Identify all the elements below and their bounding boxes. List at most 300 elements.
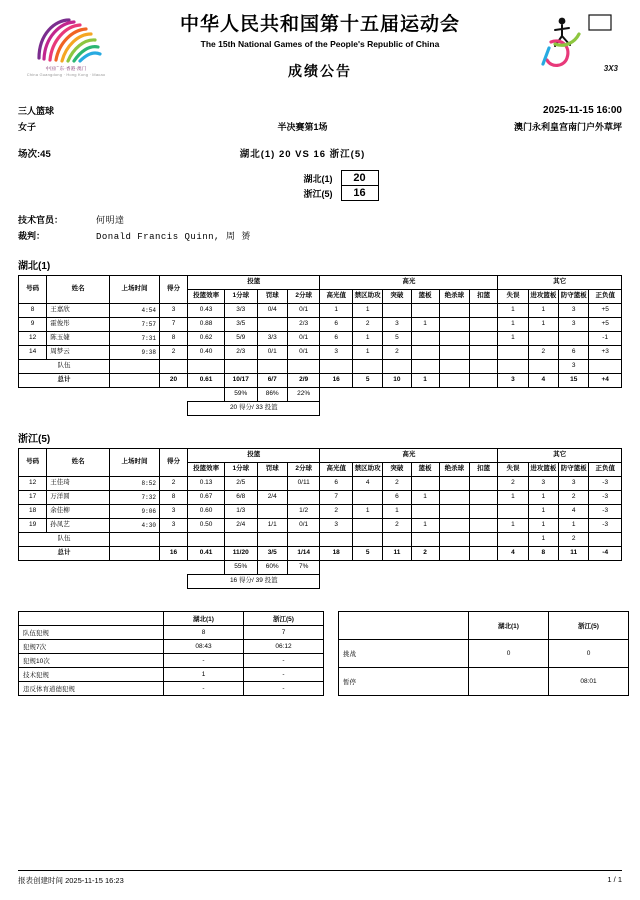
- cell-1pt: 3/3: [225, 304, 258, 318]
- created-timestamp: 报表创建时间 2025-11-15 16:23: [18, 876, 124, 885]
- cell-break: 2: [383, 346, 411, 360]
- cell-dreb: 4: [559, 505, 589, 519]
- th-name: 姓名: [47, 449, 110, 477]
- cell-oreb: 2: [528, 346, 558, 360]
- cell-dunk: [470, 346, 498, 360]
- total-paint-assist: 5: [352, 547, 382, 561]
- table-row: [339, 640, 629, 668]
- shooting-note-row: [19, 575, 622, 589]
- th-dunk: 扣篮: [470, 463, 498, 477]
- cell-break: 5: [383, 332, 411, 346]
- total-block-kill: [439, 374, 469, 388]
- cell-minutes: 4:30: [110, 519, 160, 533]
- team-1-boxscore: [18, 275, 622, 416]
- challenge-timeout-table: [338, 611, 629, 696]
- cell-oreb: [528, 332, 558, 346]
- th-2pt: 2分球: [287, 463, 320, 477]
- boxscore-group-header: [19, 276, 622, 290]
- logo-mark-icon: [29, 14, 103, 64]
- cell-dreb: 2: [559, 491, 589, 505]
- th-points: 得分: [159, 276, 187, 304]
- cell-rebound: [411, 477, 439, 491]
- cell-ft: 0/1: [257, 346, 287, 360]
- games-logo: [18, 10, 114, 77]
- cell-points: 8: [159, 491, 187, 505]
- th-number: 号码: [19, 276, 47, 304]
- cell-paint-assist: 2: [352, 318, 382, 332]
- meta-row-discipline: [18, 102, 622, 118]
- cell-name: 孙凤艺: [47, 519, 110, 533]
- bottom-tables: [18, 611, 622, 696]
- cell-name: 余佳柳: [47, 505, 110, 519]
- team-row: [19, 360, 622, 374]
- report-header: [18, 10, 622, 100]
- cell-eff: 0.60: [188, 505, 225, 519]
- timeout-value-b: 08:01: [549, 668, 629, 696]
- cell-oreb: 1: [528, 505, 558, 519]
- team-row: [19, 533, 622, 547]
- fouls-team-b: 浙江(5): [244, 612, 324, 626]
- cell-dunk: [470, 477, 498, 491]
- logo-caption-cn: 中国广东·香港·澳门: [45, 66, 87, 71]
- report-footer: [18, 870, 622, 886]
- pct-2pt: 22%: [287, 388, 320, 402]
- th-plusminus: 正负值: [589, 290, 622, 304]
- th-1pt: 1分球: [225, 290, 258, 304]
- cell-number: 19: [19, 519, 47, 533]
- th-rebound: 篮板: [411, 463, 439, 477]
- th-plusminus: 正负值: [589, 463, 622, 477]
- cell-oreb: 1: [528, 491, 558, 505]
- cell-number: 12: [19, 332, 47, 346]
- fouls-row-label: 违反体育道德犯规: [19, 682, 164, 696]
- th-dreb: 防守篮板: [559, 463, 589, 477]
- cell-highlight: 1: [320, 304, 353, 318]
- referees-names: Donald Francis Quinn, 周 赟: [96, 231, 251, 242]
- cell-1pt: 6/8: [225, 491, 258, 505]
- th-group-highlight: 高光: [320, 276, 498, 290]
- cell-1pt: 5/9: [225, 332, 258, 346]
- cell-name: 陈玉婕: [47, 332, 110, 346]
- cell-turnover: [498, 505, 528, 519]
- cell-paint-assist: 1: [352, 332, 382, 346]
- cell-rebound: [411, 304, 439, 318]
- th-group-shooting: 投篮: [188, 449, 320, 463]
- cell-rebound: [411, 346, 439, 360]
- th-break: 突破: [383, 463, 411, 477]
- table-row: [19, 318, 622, 332]
- cell-points: 3: [159, 505, 187, 519]
- table-row: [19, 477, 622, 491]
- th-ft: 罚球: [257, 290, 287, 304]
- cell-block-kill: [439, 477, 469, 491]
- cell-ft: 2/4: [257, 491, 287, 505]
- cell-2pt: [287, 491, 320, 505]
- total-ft: 3/5: [257, 547, 287, 561]
- table-row: [19, 668, 324, 682]
- fouls-row-label: 犯规7次: [19, 640, 164, 654]
- scorebox-team-score: 20: [341, 171, 378, 186]
- cell-break: 2: [383, 477, 411, 491]
- challenge-value-a: 0: [469, 640, 549, 668]
- cell-dunk: [470, 519, 498, 533]
- cell-2pt: 0/11: [287, 477, 320, 491]
- total-label: 总计: [19, 374, 110, 388]
- cell-dunk: [470, 505, 498, 519]
- total-eff: 0.61: [188, 374, 225, 388]
- matchup-summary: 湖北(1) 20 VS 16 浙江(5): [239, 149, 366, 160]
- cell-points: 2: [159, 477, 187, 491]
- table-row: [19, 346, 622, 360]
- cell-turnover: 1: [498, 491, 528, 505]
- th-minutes: 上场时间: [110, 276, 160, 304]
- pct-2pt: 7%: [287, 561, 320, 575]
- cell-2pt: 1/2: [287, 505, 320, 519]
- cell-2pt: 0/1: [287, 304, 320, 318]
- cell-points: 2: [159, 346, 187, 360]
- table-row: [19, 682, 324, 696]
- total-dreb: 11: [559, 547, 589, 561]
- team-row-label: 队伍: [19, 533, 110, 547]
- total-paint-assist: 5: [352, 374, 382, 388]
- cell-eff: 0.40: [188, 346, 225, 360]
- cell-name: 王佳琦: [47, 477, 110, 491]
- team-2-title: 浙江(5): [18, 434, 51, 445]
- challenge-team-a: 湖北(1): [469, 612, 549, 640]
- cell-plusminus: -3: [589, 477, 622, 491]
- challenge-row-label: 挑战: [339, 640, 469, 668]
- fouls-value-a: -: [164, 682, 244, 696]
- challenge-value-b: 0: [549, 640, 629, 668]
- total-eff: 0.41: [188, 547, 225, 561]
- table-row: [19, 505, 622, 519]
- cell-plusminus: -3: [589, 491, 622, 505]
- total-rebound: 2: [411, 547, 439, 561]
- cell-eff: 0.13: [188, 477, 225, 491]
- th-paint-assist: 禁区助攻: [352, 290, 382, 304]
- th-minutes: 上场时间: [110, 449, 160, 477]
- page-title-en: The 15th National Games of the People's Republic of China: [200, 38, 440, 49]
- emblem-3x3-label: 3X3: [603, 64, 618, 73]
- cell-points: 3: [159, 519, 187, 533]
- scorebox-team-name: 浙江(5): [303, 188, 333, 199]
- timeout-row-label: 暂停: [339, 668, 469, 696]
- cell-ft: 0/4: [257, 304, 287, 318]
- game-number: 场次:45: [18, 149, 51, 160]
- cell-1pt: 3/5: [225, 318, 258, 332]
- cell-eff: 0.88: [188, 318, 225, 332]
- cell-highlight: 3: [320, 519, 353, 533]
- match-datetime: 2025-11-15 16:00: [543, 104, 622, 116]
- meta-row-gender: [18, 118, 622, 134]
- th-dunk: 扣篮: [470, 290, 498, 304]
- total-oreb: 8: [528, 547, 558, 561]
- cell-oreb: 1: [528, 318, 558, 332]
- cell-paint-assist: 1: [352, 304, 382, 318]
- cell-turnover: 1: [498, 332, 528, 346]
- cell-dunk: [470, 332, 498, 346]
- th-eff: 投篮效率: [188, 290, 225, 304]
- cell-break: 2: [383, 519, 411, 533]
- cell-highlight: 3: [320, 346, 353, 360]
- page-number: 1 / 1: [607, 875, 622, 884]
- table-row: [19, 519, 622, 533]
- team-row-dreb: 2: [559, 533, 589, 547]
- cell-points: 8: [159, 332, 187, 346]
- cell-name: 霍俊彤: [47, 318, 110, 332]
- total-break: 11: [383, 547, 411, 561]
- table-row: [19, 332, 622, 346]
- th-turnover: 失误: [498, 290, 528, 304]
- total-1pt: 10/17: [225, 374, 258, 388]
- cell-break: 3: [383, 318, 411, 332]
- cell-highlight: 7: [320, 491, 353, 505]
- total-dreb: 15: [559, 374, 589, 388]
- cell-number: 14: [19, 346, 47, 360]
- total-highlight: 18: [320, 547, 353, 561]
- cell-paint-assist: 4: [352, 477, 382, 491]
- cell-2pt: 0/1: [287, 332, 320, 346]
- total-points: 20: [159, 374, 187, 388]
- cell-dreb: 3: [559, 318, 589, 332]
- team-1-title: 湖北(1): [18, 261, 51, 272]
- th-oreb: 进攻篮板: [528, 463, 558, 477]
- th-paint-assist: 禁区助攻: [352, 463, 382, 477]
- th-highlight-value: 高光值: [320, 463, 353, 477]
- fouls-value-b: -: [244, 654, 324, 668]
- sport-emblem: [526, 10, 622, 79]
- gender-label: 女子: [18, 121, 37, 132]
- cell-minutes: 7:32: [110, 491, 160, 505]
- team-2-boxscore: [18, 448, 622, 589]
- officials-block: [18, 211, 622, 243]
- page-subtitle: 成绩公告: [288, 62, 352, 79]
- total-2pt: 2/9: [287, 374, 320, 388]
- cell-1pt: 2/4: [225, 519, 258, 533]
- team-row-label: 队伍: [19, 360, 110, 374]
- logo-caption: [18, 66, 114, 77]
- th-turnover: 失误: [498, 463, 528, 477]
- total-turnover: 3: [498, 374, 528, 388]
- cell-1pt: 2/5: [225, 477, 258, 491]
- th-group-highlight: 高光: [320, 449, 498, 463]
- cell-number: 18: [19, 505, 47, 519]
- total-plusminus: +4: [589, 374, 622, 388]
- th-group-shooting: 投篮: [188, 276, 320, 290]
- th-rebound: 篮板: [411, 290, 439, 304]
- cell-rebound: 1: [411, 519, 439, 533]
- cell-dunk: [470, 304, 498, 318]
- cell-rebound: [411, 332, 439, 346]
- title-block: [114, 10, 526, 81]
- cell-dreb: 3: [559, 304, 589, 318]
- timeout-value-a: [469, 668, 549, 696]
- fouls-value-a: 1: [164, 668, 244, 682]
- cell-turnover: 1: [498, 519, 528, 533]
- cell-turnover: 1: [498, 304, 528, 318]
- th-1pt: 1分球: [225, 463, 258, 477]
- cell-ft: [257, 505, 287, 519]
- total-block-kill: [439, 547, 469, 561]
- fouls-value-a: -: [164, 654, 244, 668]
- cell-rebound: [411, 505, 439, 519]
- crew-chief-row: [18, 211, 622, 227]
- table-row: [19, 640, 324, 654]
- boxscore-group-header: [19, 449, 622, 463]
- cell-turnover: [498, 346, 528, 360]
- cell-minutes: 8:52: [110, 477, 160, 491]
- phase-label: 半决赛第1场: [277, 121, 328, 132]
- cell-block-kill: [439, 505, 469, 519]
- cell-highlight: 2: [320, 505, 353, 519]
- cell-plusminus: -3: [589, 519, 622, 533]
- pct-1pt: 59%: [225, 388, 258, 402]
- total-1pt: 11/20: [225, 547, 258, 561]
- cell-points: 7: [159, 318, 187, 332]
- cell-name: 万洋圆: [47, 491, 110, 505]
- fouls-value-b: 7: [244, 626, 324, 640]
- table-row: [339, 668, 629, 696]
- scorebox-row: [262, 186, 379, 201]
- cell-oreb: 3: [528, 477, 558, 491]
- scorebox-row: [262, 171, 379, 186]
- table-row: [19, 304, 622, 318]
- total-rebound: 1: [411, 374, 439, 388]
- pct-1pt: 55%: [225, 561, 258, 575]
- cell-turnover: 2: [498, 477, 528, 491]
- th-highlight-value: 高光值: [320, 290, 353, 304]
- cell-dunk: [470, 491, 498, 505]
- cell-break: 6: [383, 491, 411, 505]
- referees-label: 裁判：: [18, 230, 46, 241]
- total-dunk: [470, 547, 498, 561]
- cell-dreb: 1: [559, 519, 589, 533]
- pct-ft: 60%: [257, 561, 287, 575]
- cell-minutes: 9:38: [110, 346, 160, 360]
- percentage-row: [19, 561, 622, 575]
- fouls-value-b: 06:12: [244, 640, 324, 654]
- shooting-note: 16 得分/ 39 投篮: [188, 575, 320, 589]
- cell-ft: 3/3: [257, 332, 287, 346]
- cell-turnover: 1: [498, 318, 528, 332]
- venue-label: 澳门永利皇宫南门户外草坪: [513, 121, 622, 132]
- total-dunk: [470, 374, 498, 388]
- total-ft: 6/7: [257, 374, 287, 388]
- referees-row: [18, 227, 622, 243]
- th-name: 姓名: [47, 276, 110, 304]
- cell-paint-assist: 1: [352, 505, 382, 519]
- match-line: [18, 146, 622, 160]
- table-row: [19, 491, 622, 505]
- th-number: 号码: [19, 449, 47, 477]
- cell-ft: 1/1: [257, 519, 287, 533]
- fouls-value-b: -: [244, 668, 324, 682]
- cell-minutes: 7:31: [110, 332, 160, 346]
- cell-number: 9: [19, 318, 47, 332]
- cell-eff: 0.43: [188, 304, 225, 318]
- team-row-oreb: 1: [528, 533, 558, 547]
- cell-2pt: 0/1: [287, 346, 320, 360]
- challenge-header-row: [339, 612, 629, 640]
- fouls-header-row: [19, 612, 324, 626]
- th-group-other: 其它: [498, 449, 622, 463]
- cell-plusminus: -1: [589, 332, 622, 346]
- cell-minutes: 4:54: [110, 304, 160, 318]
- percentage-row: [19, 388, 622, 402]
- fouls-row-label: 队伍犯规: [19, 626, 164, 640]
- cell-break: [383, 304, 411, 318]
- cell-eff: 0.67: [188, 491, 225, 505]
- th-dreb: 防守篮板: [559, 290, 589, 304]
- scorebox-team-name: 湖北(1): [303, 173, 333, 184]
- total-row: [19, 374, 622, 388]
- total-turnover: 4: [498, 547, 528, 561]
- cell-1pt: 2/3: [225, 346, 258, 360]
- scorebox-team-score: 16: [341, 186, 378, 201]
- cell-block-kill: [439, 304, 469, 318]
- cell-highlight: 6: [320, 332, 353, 346]
- total-highlight: 16: [320, 374, 353, 388]
- fan-logo-icon: [29, 14, 103, 64]
- cell-oreb: 1: [528, 519, 558, 533]
- cell-rebound: 1: [411, 491, 439, 505]
- cell-plusminus: +3: [589, 346, 622, 360]
- cell-paint-assist: 1: [352, 346, 382, 360]
- cell-2pt: 0/1: [287, 519, 320, 533]
- pct-ft: 86%: [257, 388, 287, 402]
- logo-caption-en: China Guangdong · Hong Kong · Macao: [26, 72, 106, 77]
- th-eff: 投篮效率: [188, 463, 225, 477]
- cell-number: 8: [19, 304, 47, 318]
- challenge-team-b: 浙江(5): [549, 612, 629, 640]
- crew-chief-label: 技术官员：: [18, 214, 64, 225]
- cell-ft: [257, 318, 287, 332]
- scorebox: [18, 170, 622, 201]
- team-row-dreb: 3: [559, 360, 589, 374]
- cell-name: 周梦云: [47, 346, 110, 360]
- cell-ft: [257, 477, 287, 491]
- total-row: [19, 547, 622, 561]
- th-block-kill: 绝杀球: [439, 290, 469, 304]
- cell-number: 12: [19, 477, 47, 491]
- total-oreb: 4: [528, 374, 558, 388]
- total-label: 总计: [19, 547, 110, 561]
- fouls-team-a: 湖北(1): [164, 612, 244, 626]
- cell-minutes: 9:06: [110, 505, 160, 519]
- total-2pt: 1/14: [287, 547, 320, 561]
- th-break: 突破: [383, 290, 411, 304]
- cell-minutes: 7:57: [110, 318, 160, 332]
- fouls-value-a: 8: [164, 626, 244, 640]
- fouls-value-b: -: [244, 682, 324, 696]
- th-2pt: 2分球: [287, 290, 320, 304]
- fouls-row-label: 犯规10次: [19, 654, 164, 668]
- table-row: [19, 654, 324, 668]
- team-fouls-table: [18, 611, 324, 696]
- cell-oreb: 1: [528, 304, 558, 318]
- discipline-label: 三人篮球: [18, 105, 55, 116]
- cell-dreb: [559, 332, 589, 346]
- cell-plusminus: +5: [589, 304, 622, 318]
- cell-paint-assist: [352, 519, 382, 533]
- cell-name: 王嘉欣: [47, 304, 110, 318]
- cell-eff: 0.50: [188, 519, 225, 533]
- cell-highlight: 6: [320, 318, 353, 332]
- table-row: [19, 626, 324, 640]
- cell-points: 3: [159, 304, 187, 318]
- cell-block-kill: [439, 318, 469, 332]
- cell-dreb: 3: [559, 477, 589, 491]
